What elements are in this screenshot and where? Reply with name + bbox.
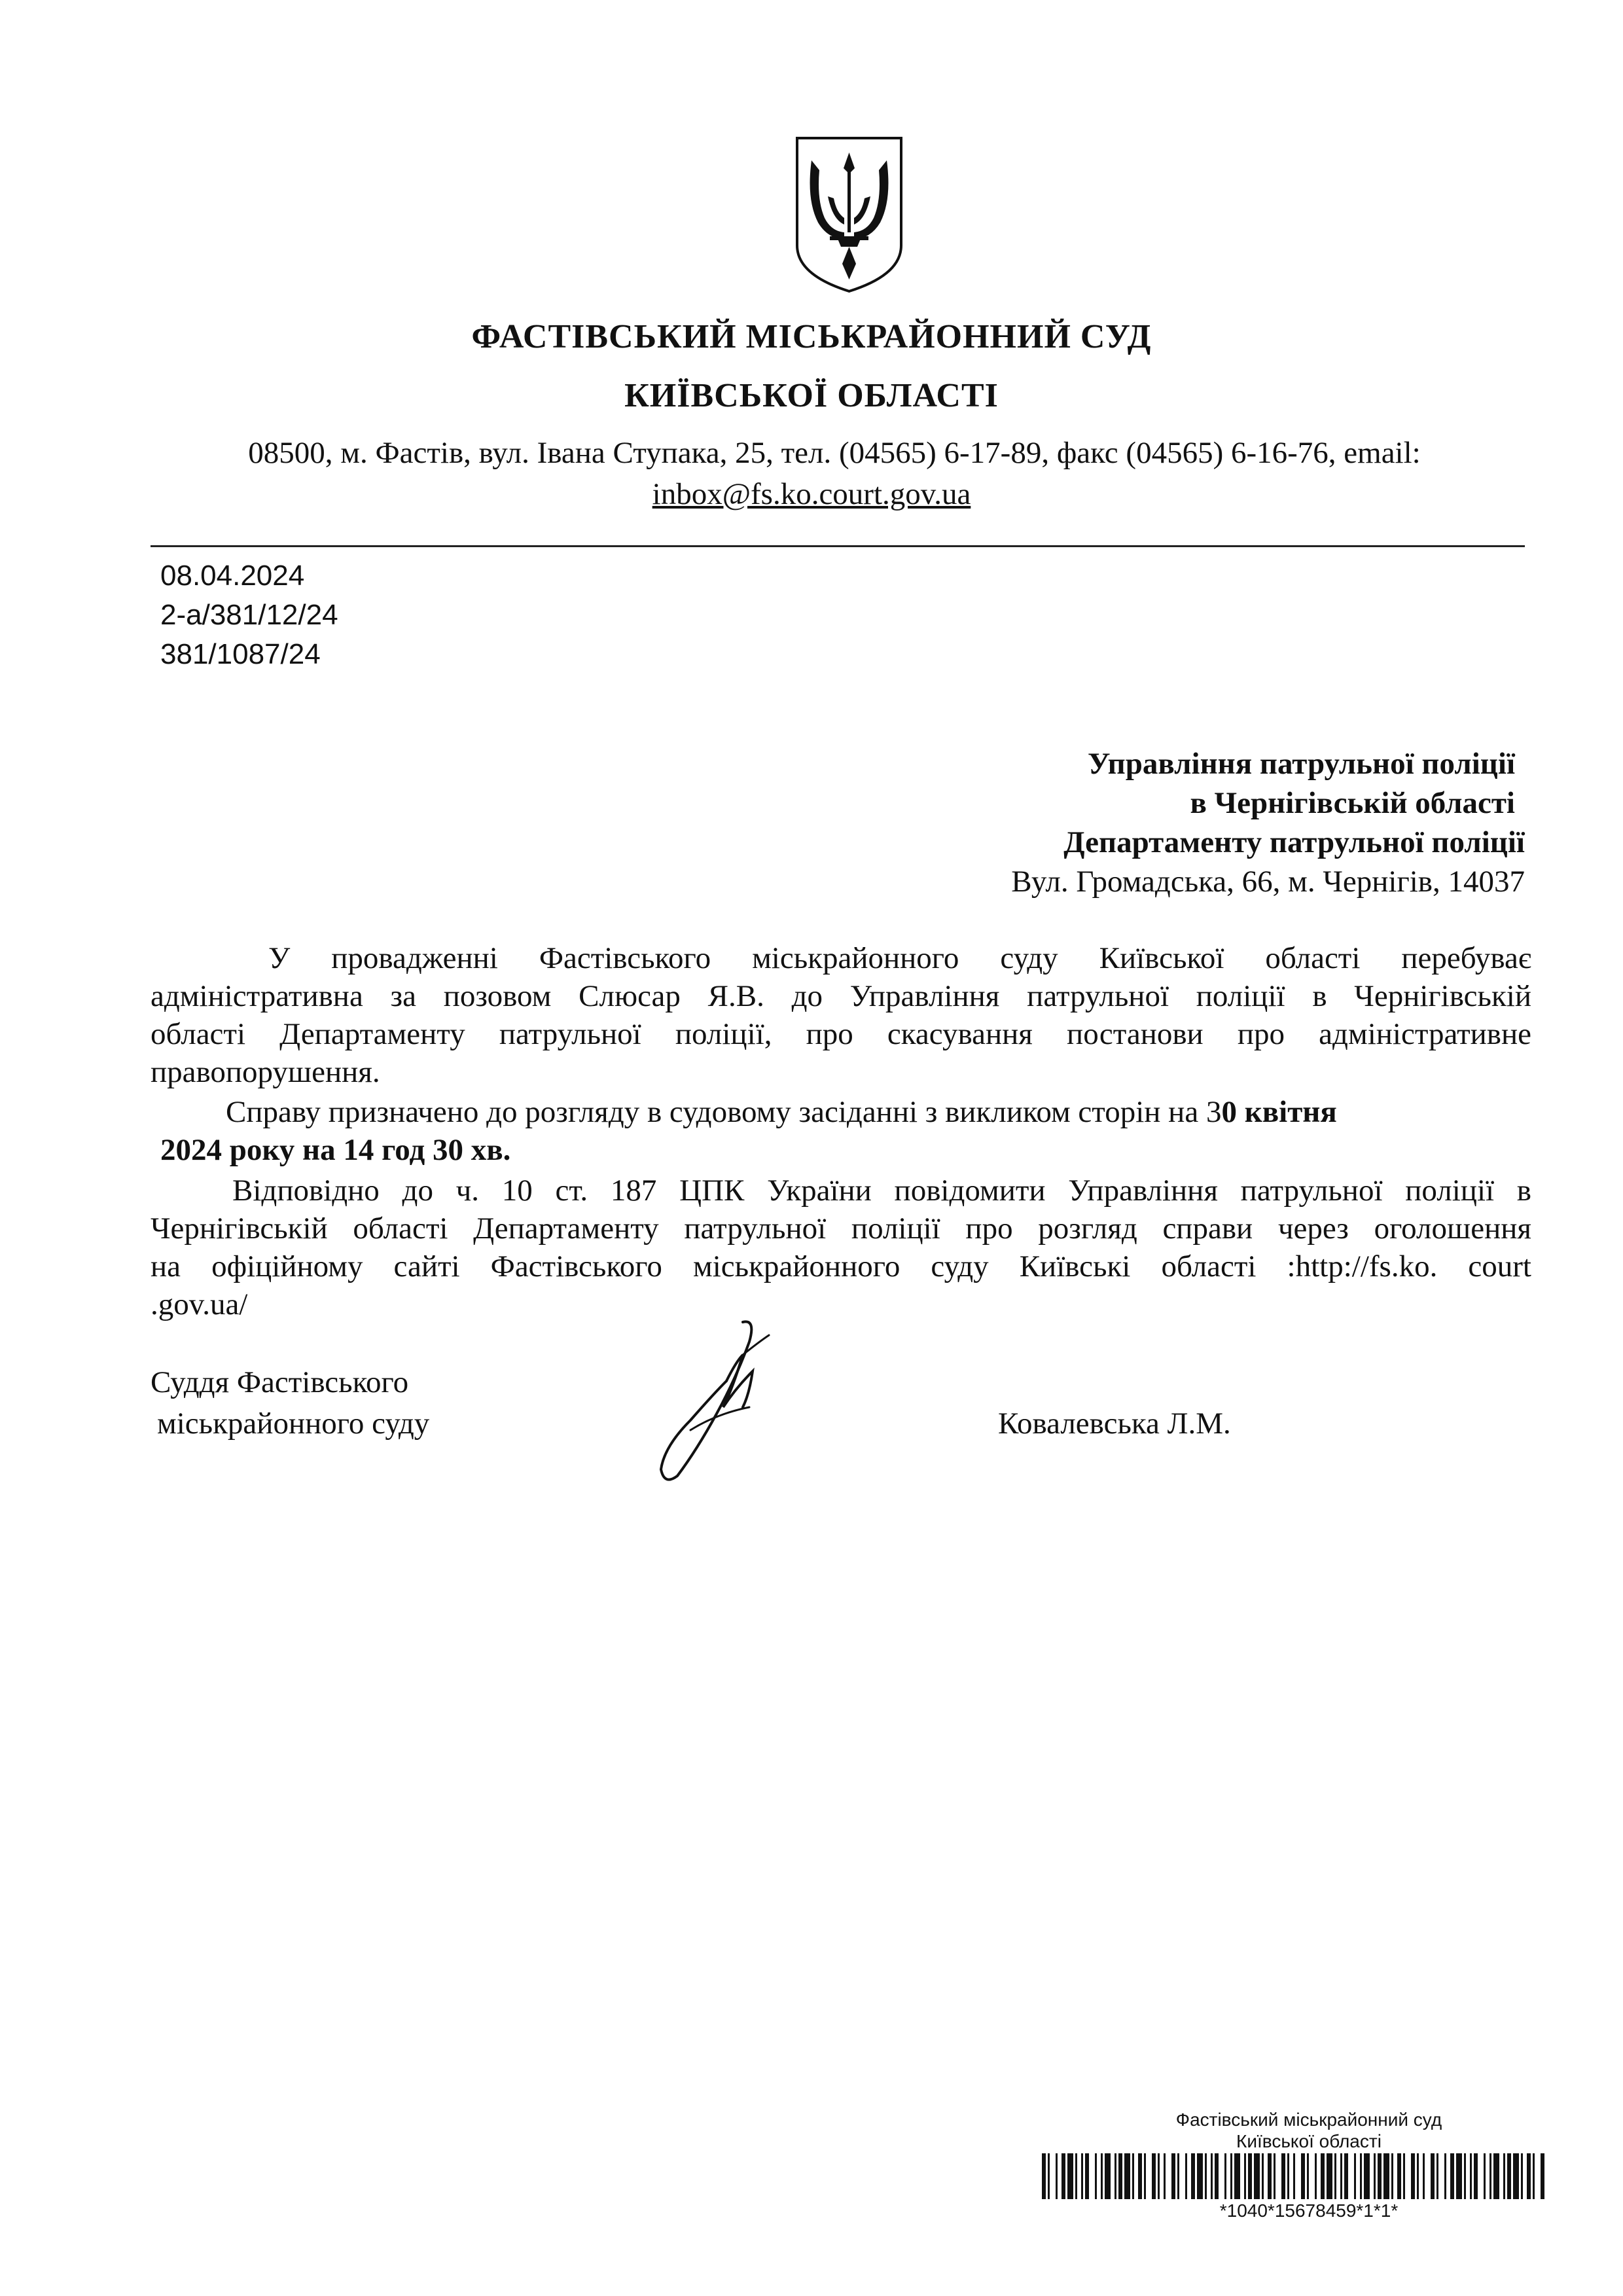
court-address: 08500, м. Фастів, вул. Івана Ступака, 25, тел. (04565) 6-17-89, факс (04565) 6-16-76, email: bbox=[248, 436, 1421, 470]
trident-emblem-icon bbox=[792, 134, 906, 295]
barcode-text: *1040*15678459*1*1* bbox=[1219, 2200, 1399, 2221]
stamp-court-region: Київської області bbox=[1236, 2131, 1382, 2151]
body-paragraph-1-line-2: адміністративна за позовом Слюсар Я.В. до Управління патрульної поліції в Чернігівській bbox=[151, 979, 1531, 1013]
body-paragraph-3-line-3: на офіційному сайті Фастівського міськрайонного суду Київські області :http://fs.ko. court bbox=[151, 1249, 1531, 1283]
judge-title-line-1: Суддя Фастівського bbox=[151, 1365, 409, 1399]
body-paragraph-1-line-1: У провадженні Фастівського міськрайонного суду Київської області перебуває bbox=[268, 941, 1531, 975]
barcode-icon bbox=[1042, 2153, 1546, 2199]
hearing-date-text: 0 квітня bbox=[1221, 1095, 1337, 1129]
letter-date: 08.04.2024 bbox=[160, 560, 305, 592]
body-paragraph-2-line-1 bbox=[226, 1093, 1531, 1131]
body-paragraph-1-line-4: правопорушення. bbox=[151, 1055, 380, 1089]
addressee-line-1: Управління патрульної поліції bbox=[1088, 747, 1515, 781]
court-name: ФАСТІВСЬКИЙ МІСЬКРАЙОННИЙ СУД bbox=[471, 318, 1152, 355]
header-divider bbox=[151, 545, 1525, 547]
addressee-line-2: в Чернігівській області bbox=[1190, 786, 1515, 820]
body-paragraph-1-line-3: області Департаменту патрульної поліції, про скасування постанови про адміністративне bbox=[151, 1017, 1531, 1051]
judge-name: Ковалевська Л.М. bbox=[998, 1407, 1231, 1441]
body-paragraph-3-line-1: Відповідно до ч. 10 ст. 187 ЦПК України повідомити Управління патрульної поліції в bbox=[232, 1174, 1531, 1208]
hearing-time-text: 2024 року на 14 год 30 хв. bbox=[160, 1133, 511, 1167]
body-paragraph-3-line-4: .gov.ua/ bbox=[151, 1287, 248, 1321]
court-email-link[interactable]: inbox@fs.ko.court.gov.ua bbox=[652, 477, 971, 511]
handwritten-signature bbox=[645, 1316, 795, 1486]
addressee-address: Вул. Громадська, 66, м. Чернігів, 14037 bbox=[1011, 865, 1525, 899]
case-number-1: 2-а/381/12/24 bbox=[160, 599, 338, 631]
stamp-court-name: Фастівський міськрайонний суд bbox=[1175, 2109, 1442, 2130]
court-email-line bbox=[0, 476, 1623, 512]
addressee-line-3: Департаменту патрульної поліції bbox=[1063, 825, 1525, 859]
body-paragraph-3-line-2: Чернігівській області Департаменту патрульної поліції про розгляд справи через оголошення bbox=[151, 1211, 1531, 1246]
judge-title-line-2: міськрайонного суду bbox=[157, 1407, 430, 1441]
court-region: КИЇВСЬКОЇ ОБЛАСТІ bbox=[624, 377, 999, 414]
hearing-intro-text: Справу призначено до розгляду в судовому засіданні з викликом сторін на 3 bbox=[226, 1095, 1222, 1129]
case-number-2: 381/1087/24 bbox=[160, 638, 321, 670]
